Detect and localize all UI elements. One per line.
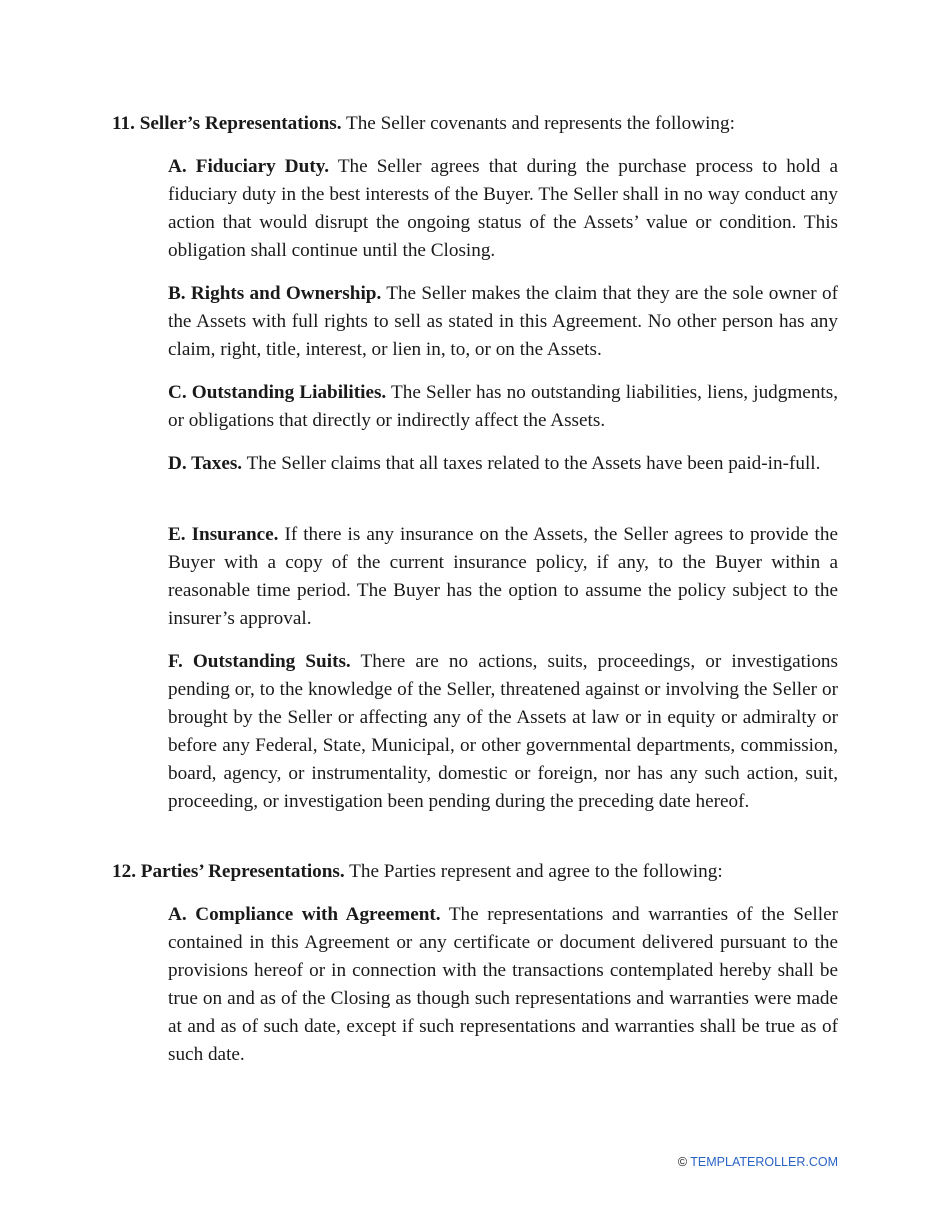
copyright-symbol: © xyxy=(677,1155,688,1169)
section-11-intro: The Seller covenants and represents the following: xyxy=(345,113,735,134)
clause-12a-text: The representations and warranties of the Seller contained in this Agreement or any certificate or document delivered pursuant to the provisions hereof or in connection with the transactions contemplated hereby shall be true on and as of the Closing as though such representations and warranties were made at and as of such date, except if such representations and warranties shall be true as of such date. xyxy=(168,904,838,1065)
clause-11d xyxy=(168,450,838,478)
clause-11b-title: B. Rights and Ownership. xyxy=(168,283,382,304)
clause-12a-title: A. Compliance with Agreement. xyxy=(168,904,441,925)
clause-11e-title: E. Insurance. xyxy=(168,524,279,545)
section-11-title: 11. Seller’s Representations. xyxy=(112,113,342,134)
clause-11d-title: D. Taxes. xyxy=(168,453,243,474)
clause-11c xyxy=(168,379,838,435)
section-12-intro: The Parties represent and agree to the following: xyxy=(349,861,723,882)
clause-11e-text: If there is any insurance on the Assets, the Seller agrees to provide the Buyer with a copy of the current insurance policy, if any, to the Buyer within a reasonable time period. The Buyer has the option to assume the policy subject to the insurer’s approval. xyxy=(168,524,838,629)
templateroller-link[interactable]: TEMPLATEROLLER.COM xyxy=(690,1155,838,1169)
clause-12a xyxy=(168,901,838,1069)
section-12-title: 12. Parties’ Representations. xyxy=(112,861,345,882)
clause-11f-text: There are no actions, suits, proceedings, or investigations pending or, to the knowledge of the Seller, threatened against or involving the Seller or brought by the Seller or affecting any of the Assets at law or in equity or admiralty or before any Federal, State, Municipal, or other governmental departments, commission, board, agency, or instrumentality, domestic or foreign, nor has any such action, suit, proceeding, or investigation been pending during the preceding date hereof. xyxy=(168,651,838,812)
clause-11c-title: C. Outstanding Liabilities. xyxy=(168,382,387,403)
section-11-heading xyxy=(112,110,838,138)
clause-11a-title: A. Fiduciary Duty. xyxy=(168,156,330,177)
clause-11f xyxy=(168,648,838,816)
clause-11e xyxy=(168,521,838,633)
clause-11b xyxy=(168,280,838,364)
clause-11c-text: The Seller has no outstanding liabilities, liens, judgments, or obligations that directly or indirectly affect the Assets. xyxy=(168,382,839,431)
section-12-heading xyxy=(112,858,838,886)
clause-11a-text: The Seller agrees that during the purchase process to hold a fiduciary duty in the best interests of the Buyer. The Seller shall in no way conduct any action that would disrupt the ongoing status of the Assets’ value or condition. This obligation shall continue until the Closing. xyxy=(168,156,838,261)
clause-11b-text: The Seller makes the claim that they are the sole owner of the Assets with full rights to sell as stated in this Agreement. No other person has any claim, right, title, interest, or lien in, to, or on the Assets. xyxy=(168,283,838,360)
footer-watermark xyxy=(678,1154,838,1170)
clause-11a xyxy=(168,153,838,265)
clause-11f-title: F. Outstanding Suits. xyxy=(168,651,351,672)
clause-11d-text: The Seller claims that all taxes related to the Assets have been paid-in-full. xyxy=(246,453,821,474)
